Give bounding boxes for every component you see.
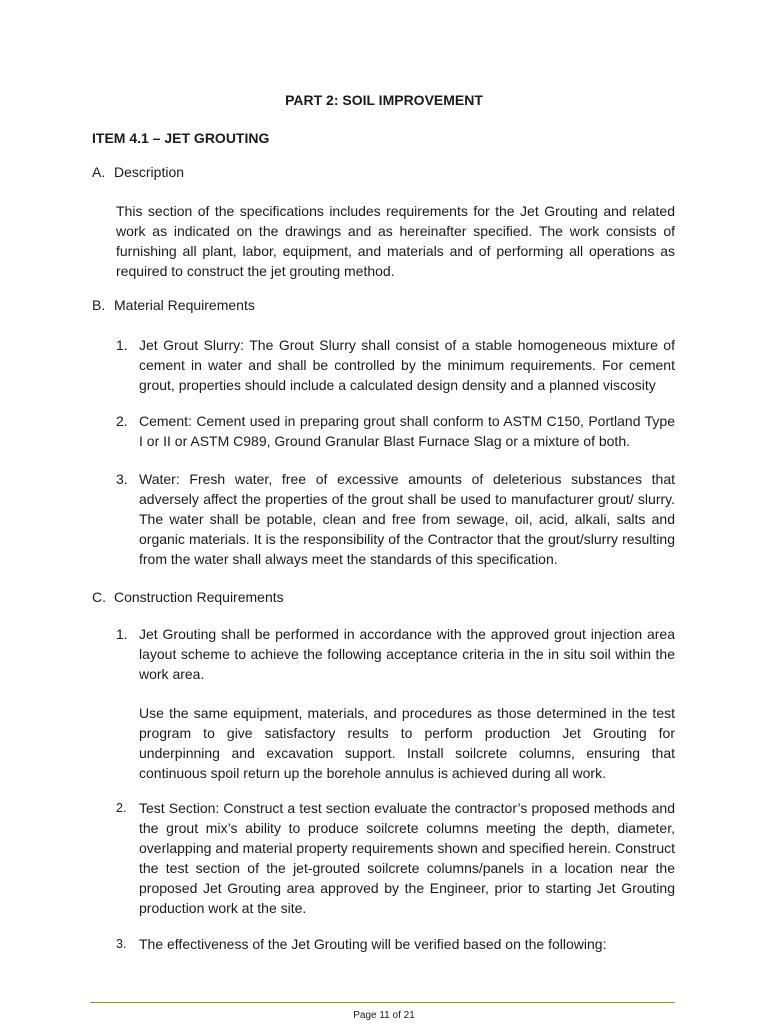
section-title: Construction Requirements bbox=[114, 589, 284, 605]
section-title: Description bbox=[114, 164, 185, 180]
list-number: 1. bbox=[116, 337, 128, 353]
list-item-text: Cement: Cement used in preparing grout shall conform to ASTM C150, Portland Type I or II or ASTM C989, Ground Granular Blast Furnace Slag or a mixture of both. bbox=[139, 413, 675, 449]
list-number: 2. bbox=[116, 801, 127, 815]
section-title: Material Requirements bbox=[114, 297, 255, 313]
section-a-paragraph: This section of the specifications includes requirements for the Jet Grouting and related work as indicated on the drawings and as hereinafter specified. The work consists of furnishing all plant, labor, equipment, and materials and of performing all operations as required to construct the jet grouting method. bbox=[116, 203, 675, 279]
list-item-text: Jet Grouting shall be performed in accordance with the approved grout injection area layout scheme to achieve the following acceptance criteria in the in situ soil within the work area. bbox=[139, 626, 675, 682]
page-number: Page 11 of 21 bbox=[353, 1010, 415, 1021]
list-item-text: Water: Fresh water, free of excessive amounts of deleterious substances that adversely affect the properties of the grout shall be used to manufacturer grout/ slurry. The water shall be potable, clean and free from sewage, oil, acid, alkali, salts and organic materials. It is the responsibility of the Contractor that the grout/slurry resulting from the water shall always meet the standards of this specification. bbox=[139, 471, 675, 567]
list-item-text: Jet Grout Slurry: The Grout Slurry shall consist of a stable homogeneous mixture of cement in water and shall be controlled by the minimum requirements. For cement grout, properties should include a calculated design density and a planned viscosity bbox=[139, 337, 675, 393]
list-number: 3. bbox=[116, 471, 128, 487]
footer-divider bbox=[90, 1002, 675, 1003]
section-letter: B. bbox=[92, 297, 106, 313]
list-number: 2. bbox=[116, 413, 128, 429]
list-item-text: The effectiveness of the Jet Grouting will be verified based on the following: bbox=[139, 936, 607, 952]
list-item-continuation: Use the same equipment, materials, and procedures as those determined in the test program to give satisfactory results to perform production Jet Grouting for underpinning and excavation support. Install soilcrete columns, ensuring that continuous spoil return up the borehole annulus is achieved during all work. bbox=[139, 705, 675, 781]
item-heading: ITEM 4.1 – JET GROUTING bbox=[92, 130, 270, 146]
section-letter: A. bbox=[92, 164, 106, 180]
section-c-heading bbox=[92, 589, 392, 609]
page-title: PART 2: SOIL IMPROVEMENT bbox=[285, 92, 483, 108]
section-letter: C. bbox=[92, 589, 106, 605]
list-number: 3. bbox=[116, 937, 127, 951]
list-item-text: Test Section: Construct a test section evaluate the contractor’s proposed methods and the grout mix’s ability to produce soilcrete columns meeting the depth, diameter, overlapping and material property requirements shown and specified herein. Construct the test section of the jet-grouted soilcrete columns/panels in a location near the proposed Jet Grouting area approved by the Engineer, prior to starting Jet Grouting production work at the site. bbox=[139, 800, 675, 916]
list-number: 1. bbox=[116, 626, 128, 642]
section-b-heading bbox=[92, 297, 392, 317]
section-a-heading bbox=[92, 164, 392, 184]
